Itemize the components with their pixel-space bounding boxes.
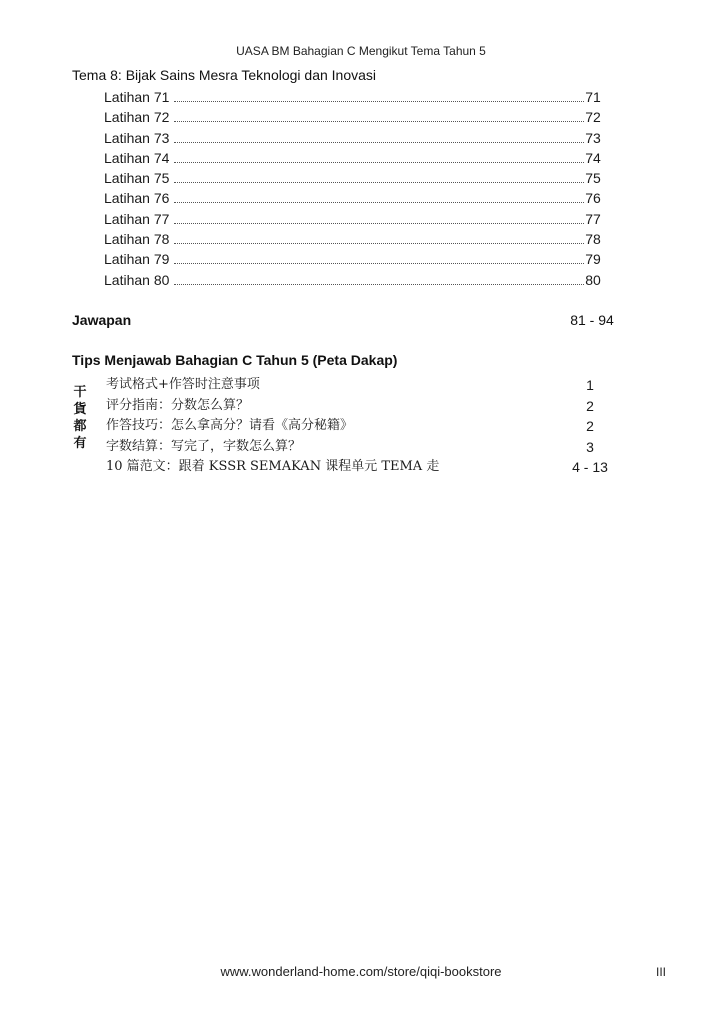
- toc-page-number: 75: [585, 170, 601, 187]
- page-number: III: [656, 965, 667, 979]
- toc-row: [104, 168, 624, 188]
- toc-label: Latihan 75: [104, 170, 170, 187]
- toc-row: [104, 270, 624, 290]
- dot-leader: [174, 223, 584, 224]
- theme-title: Tema 8: Bijak Sains Mesra Teknologi dan Inovasi: [72, 67, 377, 83]
- toc-page-number: 76: [585, 190, 601, 207]
- dot-leader: [174, 142, 584, 143]
- toc-label: Latihan 77: [104, 210, 170, 227]
- toc-page-number: 73: [585, 129, 601, 146]
- toc-label: Latihan 80: [104, 271, 170, 288]
- toc-page-number: 77: [585, 210, 601, 227]
- side-vertical-label: [73, 384, 87, 452]
- toc-page-number: 74: [585, 149, 601, 166]
- tips-page-number: 1: [586, 377, 594, 393]
- tips-label: 评分指南：分数怎么算？: [106, 397, 250, 413]
- toc-row: [104, 188, 624, 208]
- tips-row: [106, 396, 626, 417]
- tips-page-number: 3: [586, 438, 594, 455]
- toc-row: [104, 209, 624, 229]
- exercise-list: [104, 87, 624, 290]
- dot-leader: [174, 162, 584, 163]
- tips-label: 作答技巧：怎么拿高分？请看《高分秘籍》: [106, 418, 354, 433]
- toc-page-number: 71: [585, 89, 601, 105]
- tips-page-number: 2: [586, 397, 594, 414]
- toc-row: [104, 229, 624, 249]
- answers-page-range: 81 - 94: [570, 312, 614, 328]
- toc-label: Latihan 79: [104, 251, 170, 268]
- tips-heading: Tips Menjawab Bahagian C Tahun 5 (Peta Dakap): [72, 352, 398, 368]
- toc-page-number: 79: [585, 251, 601, 268]
- side-char: 貨: [73, 402, 87, 417]
- toc-row: [104, 107, 624, 127]
- dot-leader: [174, 101, 584, 102]
- tips-list: [106, 375, 626, 478]
- toc-label: Latihan 71: [104, 89, 170, 105]
- toc-row: [104, 128, 624, 148]
- dot-leader: [174, 121, 584, 122]
- toc-page-number: 78: [585, 231, 601, 248]
- answers-heading: Jawapan: [72, 312, 132, 328]
- dot-leader: [174, 182, 584, 183]
- tips-row: [106, 375, 626, 396]
- tips-page-number: 4 - 13: [572, 459, 608, 475]
- toc-label: Latihan 74: [104, 149, 170, 166]
- tips-label: 考试格式+作答时注意事项: [106, 377, 260, 392]
- page-header: UASA BM Bahagian C Mengikut Tema Tahun 5: [236, 44, 486, 58]
- toc-label: Latihan 76: [104, 190, 170, 207]
- toc-label: Latihan 78: [104, 231, 170, 248]
- dot-leader: [174, 202, 584, 203]
- tips-row: [106, 457, 626, 478]
- tips-row: [106, 416, 626, 437]
- toc-row: [104, 87, 624, 107]
- dot-leader: [174, 284, 584, 285]
- dot-leader: [174, 263, 584, 264]
- footer-url: www.wonderland-home.com/store/qiqi-bookstore: [220, 964, 502, 979]
- toc-page-number: 80: [585, 271, 601, 288]
- toc-row: [104, 148, 624, 168]
- toc-page-number: 72: [585, 109, 601, 126]
- toc-label: Latihan 73: [104, 129, 170, 146]
- tips-label: 10 篇范文：跟着 KSSR SEMAKAN 课程单元 TEMA 走: [106, 459, 440, 474]
- side-char: 有: [73, 436, 87, 451]
- side-char: 干: [73, 385, 87, 400]
- tips-row: [106, 437, 626, 458]
- toc-label: Latihan 72: [104, 109, 170, 126]
- toc-row: [104, 249, 624, 269]
- dot-leader: [174, 243, 584, 244]
- tips-page-number: 2: [586, 418, 594, 434]
- side-char: 都: [73, 419, 87, 434]
- tips-label: 字数结算：写完了，字数怎么算？: [106, 438, 302, 454]
